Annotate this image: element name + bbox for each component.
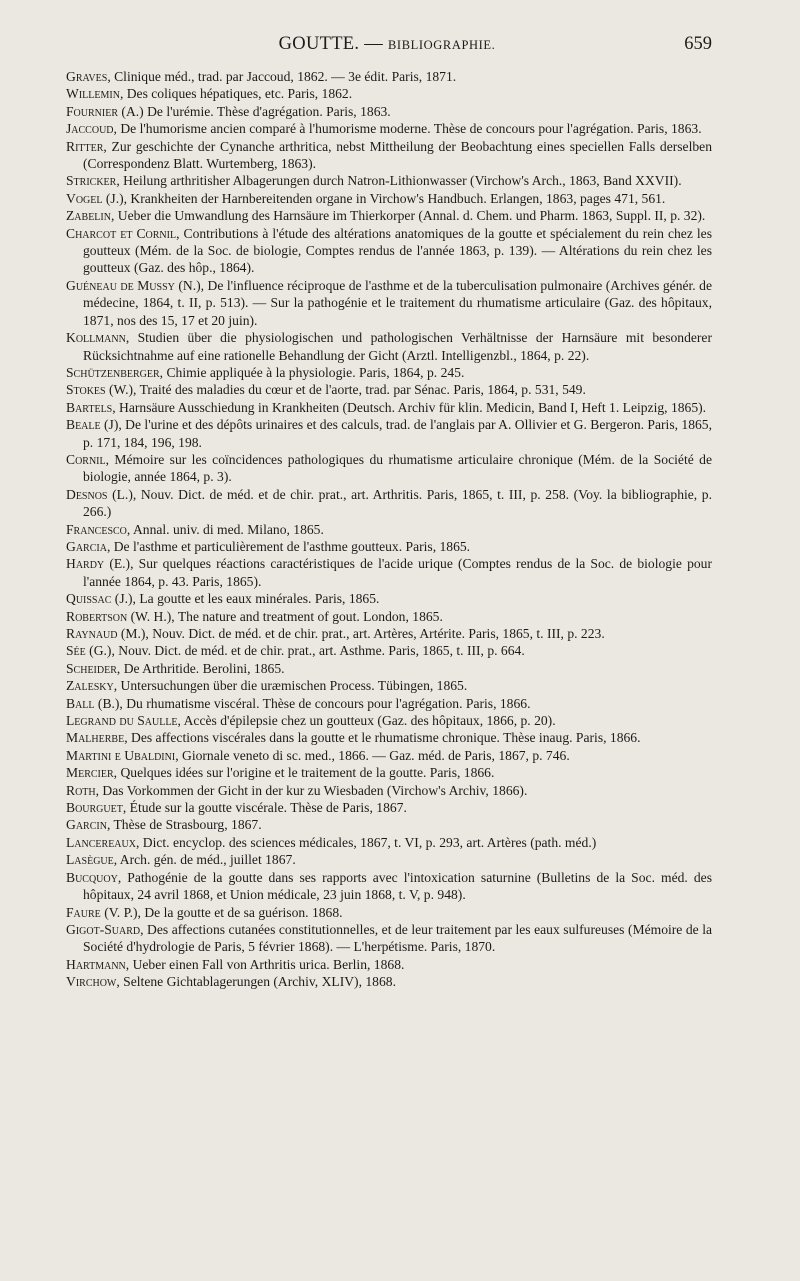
- entry-citation: , De l'asthme et particulièrement de l'asthme goutteux. Paris, 1865.: [106, 538, 471, 554]
- bibliography-entry: [66, 747, 712, 764]
- section-subtitle: BIBLIOGRAPHIE.: [388, 38, 496, 52]
- entry-author: Bartels: [66, 399, 113, 415]
- entry-author: Hartmann: [66, 956, 126, 972]
- entry-author: Bourguet: [66, 800, 123, 816]
- entry-citation: , Thèse de Strasbourg, 1867.: [106, 817, 262, 833]
- entry-author: Zabelin: [66, 208, 111, 224]
- entry-citation: (V. P.), De la goutte et de sa guérison. 1868.: [100, 904, 343, 920]
- entry-citation: (M.), Nouv. Dict. de méd. et de chir. prat., art. Artères, Artérite. Paris, 1865, t. III, p. 223.: [117, 626, 605, 641]
- entry-citation: , Heilung arthritisher Albagerungen durch Natron-Lithionwasser (Virchow's Arch., 1863, Band XXVII).: [116, 173, 682, 189]
- chapter-title: GOUTTE. —: [278, 34, 384, 54]
- entry-citation: (J.), Krankheiten der Harnbereitenden organe in Virchow's Handbuch. Erlangen, 1863, pages 471, 561.: [102, 190, 666, 206]
- running-title: [62, 34, 712, 55]
- bibliography-entry: [66, 190, 712, 207]
- entry-author: Zalesky: [66, 678, 114, 694]
- entry-author: Robertson: [66, 608, 128, 624]
- bibliography-entry: [66, 538, 712, 555]
- entry-author: Scheider: [66, 660, 117, 676]
- entry-citation: , Quelques idées sur l'origine et le traitement de la goutte. Paris, 1866.: [113, 765, 495, 781]
- bibliography-entry: [66, 851, 712, 868]
- bibliography-entry: [66, 120, 712, 137]
- entry-author: Fournier: [66, 103, 119, 119]
- entry-author: Garcia: [66, 538, 107, 554]
- bibliography-entry: [66, 103, 712, 120]
- bibliography-entry: [66, 416, 712, 451]
- entry-citation: , Ueber die Umwandlung des Harnsäure im Thierkorper (Annal. d. Chem. und Pharm. 1863, Suppl. II, p. 32).: [110, 208, 706, 224]
- bibliography-entry: [66, 364, 712, 381]
- bibliography-entry: [66, 399, 712, 416]
- entry-author: Martini e Ubaldini: [66, 747, 176, 763]
- bibliography-entry: [66, 277, 712, 329]
- entry-author: Stricker: [66, 173, 117, 189]
- bibliography-entry: [66, 834, 712, 851]
- entry-author: Francesco: [66, 521, 127, 537]
- entry-author: Ball: [66, 695, 95, 711]
- entry-citation: , De l'humorisme ancien comparé à l'humorisme moderne. Thèse de concours pour l'agrégation. Paris, 1863.: [113, 121, 702, 137]
- bibliography-entry: [66, 869, 712, 904]
- bibliography-entry: [66, 782, 712, 799]
- entry-citation: , Contributions à l'étude des altérations anatomiques de la goutte et spécialement du rein chez les goutteux (Mém. de la Soc. de biologie, Comptes rendus de l'année 1863, p. 139). — Altérations du rein chez les goutteux (Gaz. des hôp., 1864).: [83, 225, 712, 276]
- bibliography-entry: [66, 799, 712, 816]
- bibliography-entry: [66, 921, 712, 956]
- entry-citation: , Mémoire sur les coïncidences pathologiques du rhumatisme articulaire chronique (Mém. de la Société de biologie, année 1864, p. 3).: [83, 451, 712, 485]
- entry-author: Lancereaux: [66, 834, 136, 850]
- entry-citation: , Das Vorkommen der Gicht in der kur zu Wiesbaden (Virchow's Archiv, 1866).: [95, 782, 528, 798]
- entry-author: Guéneau de Mussy: [66, 277, 175, 293]
- entry-citation: , Ueber einen Fall von Arthritis urica. Berlin, 1868.: [125, 956, 405, 972]
- entry-citation: , Étude sur la goutte viscérale. Thèse de Paris, 1867.: [122, 800, 407, 816]
- bibliography-entry: [66, 956, 712, 973]
- entry-citation: , Arch. gén. de méd., juillet 1867.: [113, 852, 296, 868]
- entry-author: Willemin: [66, 86, 120, 102]
- entry-citation: (A.) De l'urémie. Thèse d'agrégation. Paris, 1863.: [118, 103, 391, 119]
- entry-citation: , Des affections cutanées constitutionnelles, et de leur traitement par les eaux sulfureuses (Mémoire de la Société d'hydrologie de Paris, 5 février 1868). — L'herpétisme. Paris, 1870.: [83, 921, 712, 955]
- entry-author: Schützenberger: [66, 364, 160, 380]
- entry-author: Bucquoy: [66, 869, 118, 885]
- entry-author: Garcin: [66, 817, 107, 833]
- bibliography-entry: [66, 642, 712, 659]
- entry-author: Quissac: [66, 591, 112, 607]
- entry-author: Malherbe: [66, 730, 125, 746]
- bibliography-entry: [66, 225, 712, 277]
- entry-citation: (W.), Traité des maladies du cœur et de l'aorte, trad. par Sénac. Paris, 1864, p. 531, 549.: [105, 382, 586, 398]
- bibliography-entry: [66, 590, 712, 607]
- entry-citation: (G.), Nouv. Dict. de méd. et de chir. prat., art. Asthme. Paris, 1865, t. III, p. 664.: [85, 643, 525, 659]
- entry-citation: , Dict. encyclop. des sciences médicales, 1867, t. VI, p. 293, art. Artères (path. méd.): [135, 834, 597, 850]
- bibliography-entry: [66, 904, 712, 921]
- bibliography-entry: [66, 608, 712, 625]
- bibliography-entry: [66, 695, 712, 712]
- entry-author: Desnos: [66, 486, 108, 502]
- entry-author: Graves: [66, 69, 108, 84]
- entry-citation: (E.), Sur quelques réactions caractéristiques de l'acide urique (Comptes rendus de la Soc. de biologie pour l'année 1864, p. 43. Paris, 1865).: [83, 556, 712, 589]
- entry-author: Sée: [66, 643, 86, 659]
- bibliography-entry: [66, 381, 712, 398]
- entry-citation: (N.), De l'influence réciproque de l'asthme et de la tuberculisation pulmonaire (Archives génér. de médecine, 1864, t. II, p. 513). — Sur la pathogénie et le traitement du rhumatisme articulaire (Gaz. des hôpitaux, 1871, nos des 15, 17 et 20 juin).: [83, 277, 713, 328]
- entry-author: Legrand du Saulle: [66, 713, 178, 729]
- entry-author: Ritter: [66, 138, 104, 154]
- bibliography-entry: [66, 329, 712, 364]
- entry-author: Faure: [66, 904, 101, 920]
- page-number: 659: [684, 34, 712, 54]
- bibliography-entry: [66, 677, 712, 694]
- entry-author: Virchow: [66, 974, 117, 990]
- entry-citation: , Accès d'épilepsie chez un goutteux (Gaz. des hôpitaux, 1866, p. 20).: [177, 713, 556, 729]
- entry-citation: , Studien über die physiologischen und pathologischen Verhältnisse der Harnsäure mit besonderer Rücksichtnahme auf eine rationelle Behandlung der Gicht (Arztl. Intelligenzbl., 1864, p. 22).: [83, 330, 712, 363]
- bibliography-entry: [66, 521, 712, 538]
- entry-author: Vogel: [66, 190, 103, 206]
- entry-author: Mercier: [66, 765, 114, 781]
- entry-citation: (L.), Nouv. Dict. de méd. et de chir. prat., art. Arthritis. Paris, 1865, t. III, p. 258. (Voy. la bibliographie, p. 266.): [83, 486, 712, 520]
- entry-author: Lasègue: [66, 852, 114, 868]
- entry-author: Kollmann: [66, 330, 126, 346]
- bibliography-list: [66, 68, 712, 991]
- bibliography-entry: [66, 207, 712, 224]
- bibliography-entry: [66, 486, 712, 521]
- entry-author: Charcot et Cornil: [66, 225, 177, 241]
- entry-citation: , Clinique méd., trad. par Jaccoud, 1862. — 3e édit. Paris, 1871.: [107, 69, 457, 84]
- entry-citation: , Pathogénie de la goutte dans ses rapports avec l'intoxication saturnine (Bulletins de la Soc. méd. des hôpitaux, 24 avril 1868, et Union médicale, 23 juin 1868, t. V, p. 948).: [83, 869, 712, 903]
- bibliography-entry: [66, 555, 712, 590]
- entry-author: Cornil: [66, 451, 106, 467]
- entry-citation: , Giornale veneto di sc. med., 1866. — Gaz. méd. de Paris, 1867, p. 746.: [175, 747, 570, 763]
- bibliography-entry: [66, 660, 712, 677]
- bibliography-entry: [66, 625, 712, 642]
- bibliography-entry: [66, 451, 712, 486]
- entry-citation: , Des affections viscérales dans la goutte et le rhumatisme chronique. Thèse inaug. Paris, 1866.: [124, 730, 641, 746]
- bibliography-entry: [66, 729, 712, 746]
- entry-citation: , Seltene Gichtablagerungen (Archiv, XLIV), 1868.: [116, 974, 396, 990]
- entry-citation: , Zur geschichte der Cynanche arthritica, nebst Mittheilung der Beobachtung eines speciellen Falls derselben (Correspondenz Blatt. Wurtemberg, 1863).: [83, 138, 712, 172]
- bibliography-entry: [66, 816, 712, 833]
- bibliography-entry: [66, 712, 712, 729]
- entry-author: Stokes: [66, 382, 106, 398]
- bibliography-entry: [66, 172, 712, 189]
- entry-citation: , Chimie appliquée à la physiologie. Paris, 1864, p. 245.: [159, 364, 465, 380]
- bibliography-entry: [66, 68, 712, 85]
- entry-author: Jaccoud: [66, 121, 114, 137]
- entry-citation: (J.), La goutte et les eaux minérales. Paris, 1865.: [111, 591, 380, 607]
- entry-citation: (W. H.), The nature and treatment of gout. London, 1865.: [127, 608, 443, 624]
- entry-author: Hardy: [66, 556, 105, 572]
- bibliography-entry: [66, 85, 712, 102]
- entry-author: Beale: [66, 417, 101, 433]
- entry-citation: , Untersuchungen über die uræmischen Process. Tübingen, 1865.: [113, 678, 468, 694]
- entry-citation: , De Arthritide. Berolini, 1865.: [116, 660, 285, 676]
- entry-citation: , Harnsäure Ausschiedung in Krankheiten (Deutsch. Archiv für klin. Medicin, Band I, Heft 1. Leipzig, 1865).: [112, 399, 707, 415]
- bibliography-entry: [66, 973, 712, 990]
- entry-author: Roth: [66, 782, 96, 798]
- bibliography-entry: [66, 138, 712, 173]
- entry-citation: , Annal. univ. di med. Milano, 1865.: [126, 521, 324, 537]
- entry-author: Gigot-Suard: [66, 921, 141, 937]
- bibliography-entry: [66, 764, 712, 781]
- running-header: [62, 34, 712, 60]
- entry-author: Raynaud: [66, 626, 118, 641]
- entry-citation: (B.), Du rhumatisme viscéral. Thèse de concours pour l'agrégation. Paris, 1866.: [94, 695, 531, 711]
- entry-citation: , Des coliques hépatiques, etc. Paris, 1862.: [119, 86, 353, 102]
- entry-citation: (J), De l'urine et des dépôts urinaires et des calculs, trad. de l'anglais par A. Ollivier et G. Bergeron. Paris, 1865, p. 171, 184, 196, 198.: [83, 417, 712, 450]
